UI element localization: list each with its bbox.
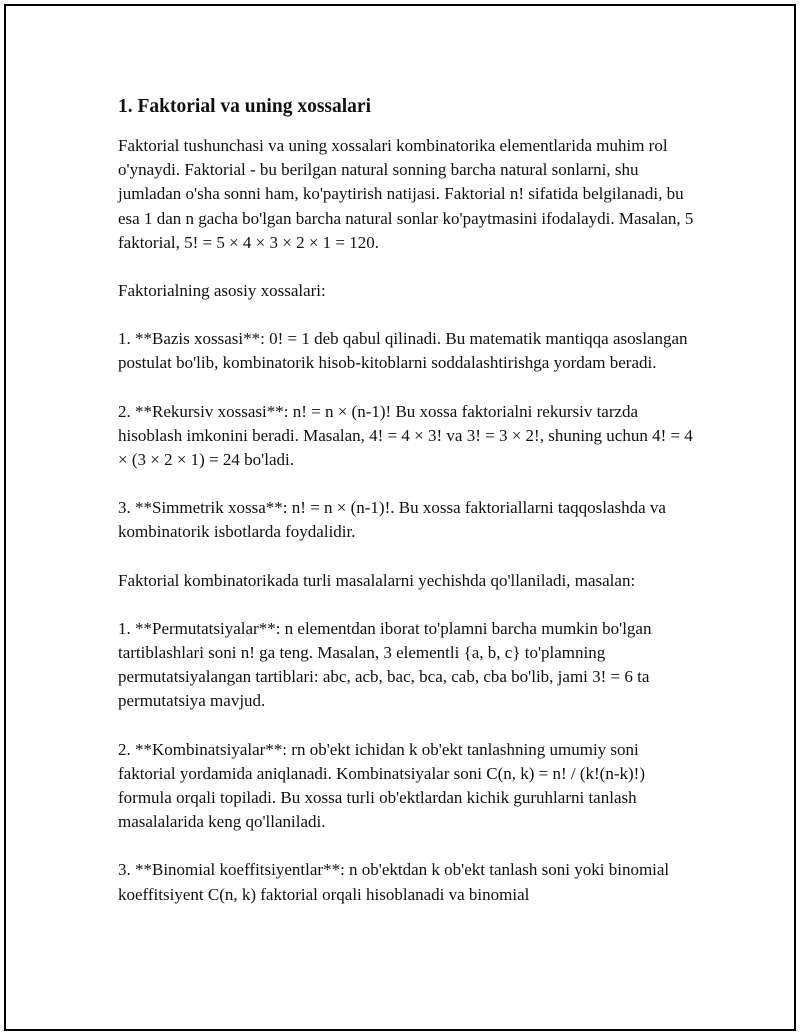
document-body (118, 94, 696, 931)
paragraph-properties-intro: Faktorialning asosiy xossalari: (118, 281, 326, 301)
paragraph-permutations: 1. **Permutatsiyalar**: n elementdan iborat to'plamni barcha mumkin bo'lgan tartiblashlari soni n! ga teng. Masalan, 3 elementli {a, b, c} to'plamning permutatsiyalangan tartiblari: abc, acb, bac, bca, cab, cba bo'lib, jami 3! = 6 ta permutatsiya mavjud. (118, 618, 652, 711)
paragraph-intro: Faktorial tushunchasi va uning xossalari kombinatorika elementlarida muhim rol o'ynaydi. Faktorial - bu berilgan natural sonning barcha natural sonlarni, shu jumladan o'sha sonni ham, ko'paytirish natijasi. Faktorial n! sifatida belgilanadi, bu esa 1 dan n gacha bo'lgan barcha natural sonlar ko'paytmasini ifodalaydi. Masalan, 5 faktorial, 5! = 5 × 4 × 3 × 2 × 1 = 120. (118, 136, 694, 252)
paragraph-combinations: 2. **Kombinatsiyalar**: rn ob'ekt ichidan k ob'ekt tanlashning umumiy soni faktorial yordamida aniqlanadi. Kombinatsiyalar soni C(n, k) = n! / (k!(n-k)!) formula orqali topiladi. Bu xossa turli ob'ektlardan kichik guruhlarni tanlash masalalarida keng qo'llaniladi. (118, 739, 645, 832)
paragraph-applications-intro: Faktorial kombinatorikada turli masalalarni yechishda qo'llaniladi, masalan: (118, 570, 636, 590)
paragraph-base-property: 1. **Bazis xossasi**: 0! = 1 deb qabul qilinadi. Bu matematik mantiqqa asoslangan postulat bo'lib, kombinatorik hisob-kitoblarni soddalashtirishga yordam beradi. (118, 329, 688, 373)
paragraph-binomial: 3. **Binomial koeffitsiyentlar**: n ob'ektdan k ob'ekt tanlash soni yoki binomial koeffitsiyent C(n, k) faktorial orqali hisoblanadi va binomial (118, 860, 670, 904)
paragraph-recursive-property: 2. **Rekursiv xossasi**: n! = n × (n-1)! Bu xossa faktorialni rekursiv tarzda hisoblash imkonini beradi. Masalan, 4! = 4 × 3! va 3! = 3 × 2!, shuning uchun 4! = 4 × (3 × 2 × 1) = 24 bo'ladi. (118, 401, 693, 470)
paragraph-symmetric-property: 3. **Simmetrik xossa**: n! = n × (n-1)!. Bu xossa faktoriallarni taqqoslashda va kombinatorik isbotlarda foydalidir. (118, 498, 666, 542)
section-heading: 1. Faktorial va uning xossalari (118, 96, 371, 117)
